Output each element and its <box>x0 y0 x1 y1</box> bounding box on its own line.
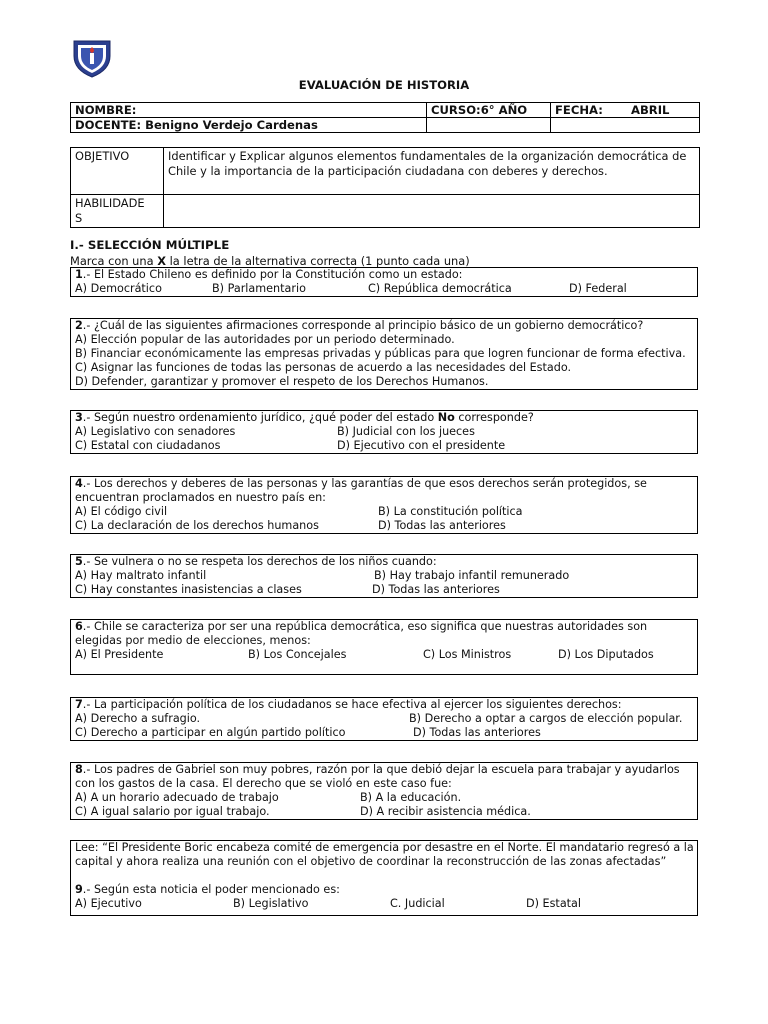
date-label: FECHA: <box>555 103 603 117</box>
option-c[interactable]: C) Derecho a participar en algún partido político <box>75 726 346 739</box>
teacher-field: DOCENTE: Benigno Verdejo Cardenas <box>71 118 427 133</box>
question-text: 8.- Los padres de Gabriel son muy pobres, razón por la que debió dejar la escuela para trabajar y ayudarlos con los gastos de la casa. El derecho que se violó en este caso fue: <box>75 763 680 790</box>
option-a[interactable]: A) El Presidente <box>75 648 164 661</box>
options-row <box>75 897 697 911</box>
question-1 <box>70 267 698 297</box>
option-c[interactable]: C) Estatal con ciudadanos <box>75 439 221 452</box>
options-row <box>75 425 697 439</box>
option-d[interactable]: D) Federal <box>569 282 627 295</box>
skills-text <box>164 195 700 228</box>
option-c[interactable]: C) República democrática <box>368 282 512 295</box>
option-b[interactable]: B) La constitución política <box>378 505 523 518</box>
question-text: 5.- Se vulnera o no se respeta los derechos de los niños cuando: <box>75 555 437 568</box>
question-text: 3.- Según nuestro ordenamiento jurídico, ¿qué poder del estado No corresponde? <box>75 411 534 424</box>
option-a[interactable]: A) Elección popular de las autoridades por un periodo determinado. <box>75 333 455 346</box>
option-b[interactable]: B) Financiar económicamente las empresas privadas y públicas para que logren funcionar de forma efectiva. <box>75 347 686 360</box>
question-7 <box>70 697 698 741</box>
date-field <box>551 103 700 118</box>
question-9 <box>70 840 698 916</box>
option-d[interactable]: D) A recibir asistencia médica. <box>360 805 531 818</box>
question-text: 7.- La participación política de los ciudadanos se hace efectiva al ejercer los siguientes derechos: <box>75 698 622 711</box>
option-b[interactable]: B) Hay trabajo infantil remunerado <box>374 569 570 582</box>
option-c[interactable]: C) Asignar las funciones de todas las personas de acuerdo a las necesidades del Estado. <box>75 361 572 374</box>
options-row <box>75 726 697 740</box>
option-a[interactable]: A) A un horario adecuado de trabajo <box>75 791 279 804</box>
option-c[interactable]: C) La declaración de los derechos humanos <box>75 519 319 532</box>
question-5 <box>70 554 698 598</box>
option-c[interactable]: C. Judicial <box>390 897 445 910</box>
option-c[interactable]: C) Los Ministros <box>423 648 512 661</box>
option-b[interactable]: B) Judicial con los jueces <box>337 425 475 438</box>
question-text: 9.- Según esta noticia el poder mencionado es: <box>75 883 340 896</box>
question-3 <box>70 410 698 454</box>
option-a[interactable]: A) El código civil <box>75 505 168 518</box>
option-b[interactable]: B) Derecho a optar a cargos de elección popular. <box>409 712 683 725</box>
course-field: CURSO:6° AÑO <box>427 103 551 118</box>
option-a[interactable]: A) Derecho a sufragio. <box>75 712 201 725</box>
option-a[interactable]: A) Democrático <box>75 282 162 295</box>
question-2 <box>70 318 698 390</box>
options-row <box>75 439 697 453</box>
option-b[interactable]: B) Legislativo <box>233 897 309 910</box>
option-b[interactable]: B) Los Concejales <box>248 648 347 661</box>
option-d[interactable]: D) Todas las anteriores <box>413 726 541 739</box>
date-value: ABRIL <box>630 103 670 117</box>
option-c[interactable]: C) A igual salario por igual trabajo. <box>75 805 270 818</box>
options-row <box>75 648 697 662</box>
options-row <box>75 519 697 533</box>
instructions: Marca con una X la letra de la alternativa correcta (1 punto cada una) <box>70 254 470 268</box>
section-title: I.- SELECCIÓN MÚLTIPLE <box>70 238 230 252</box>
option-c[interactable]: C) Hay constantes inasistencias a clases <box>75 583 302 596</box>
empty-cell <box>427 118 551 133</box>
skills-label: HABILIDADE S <box>71 195 164 228</box>
option-a[interactable]: A) Hay maltrato infantil <box>75 569 207 582</box>
objective-text: Identificar y Explicar algunos elementos fundamentales de la organización democrática de Chile y la importancia de la participación ciudadana con deberes y derechos. <box>164 148 700 195</box>
option-d[interactable]: D) Todas las anteriores <box>378 519 506 532</box>
option-d[interactable]: D) Estatal <box>526 897 582 910</box>
question-text: 2.- ¿Cuál de las siguientes afirmaciones corresponde al principio básico de un gobierno democrático? <box>75 319 644 332</box>
spacer <box>75 869 697 883</box>
question-text: 1.- El Estado Chileno es definido por la Constitución como un estado: <box>75 268 463 281</box>
options-row <box>75 712 697 726</box>
options-row <box>75 569 697 583</box>
question-text: 6.- Chile se caracteriza por ser una república democrática, eso significa que nuestras autoridades son elegidas por medio de elecciones, menos: <box>75 620 648 647</box>
options-row <box>75 791 697 805</box>
options-row <box>75 583 697 597</box>
options-row <box>75 282 697 296</box>
question-8 <box>70 762 698 820</box>
question-4 <box>70 476 698 534</box>
option-a[interactable]: A) Legislativo con senadores <box>75 425 236 438</box>
question-6 <box>70 619 698 675</box>
name-field: NOMBRE: <box>71 103 427 118</box>
options-row <box>75 505 697 519</box>
objective-table <box>70 147 700 228</box>
school-shield-icon <box>70 38 114 78</box>
option-b[interactable]: B) Parlamentario <box>212 282 306 295</box>
question-text: 4.- Los derechos y deberes de las personas y las garantías de que esos derechos serán protegidos, se encuentran proclamados en nuestro país en: <box>75 477 647 504</box>
page-title: EVALUACIÓN DE HISTORIA <box>298 78 470 92</box>
option-d[interactable]: D) Defender, garantizar y promover el respeto de los Derechos Humanos. <box>75 375 489 388</box>
option-d[interactable]: D) Ejecutivo con el presidente <box>337 439 506 452</box>
option-d[interactable]: D) Todas las anteriores <box>372 583 500 596</box>
option-b[interactable]: B) A la educación. <box>360 791 462 804</box>
option-d[interactable]: D) Los Diputados <box>558 648 654 661</box>
header-table <box>70 102 700 133</box>
reading-text: Lee: “El Presidente Boric encabeza comité de emergencia por desastre en el Norte. El mandatario regresó a la capital y ahora realiza una reunión con el objetivo de coordinar la reconstrucción de las zonas afectadas” <box>75 841 694 868</box>
empty-cell <box>551 118 700 133</box>
option-a[interactable]: A) Ejecutivo <box>75 897 142 910</box>
options-row <box>75 805 697 819</box>
objective-label: OBJETIVO <box>71 148 164 195</box>
